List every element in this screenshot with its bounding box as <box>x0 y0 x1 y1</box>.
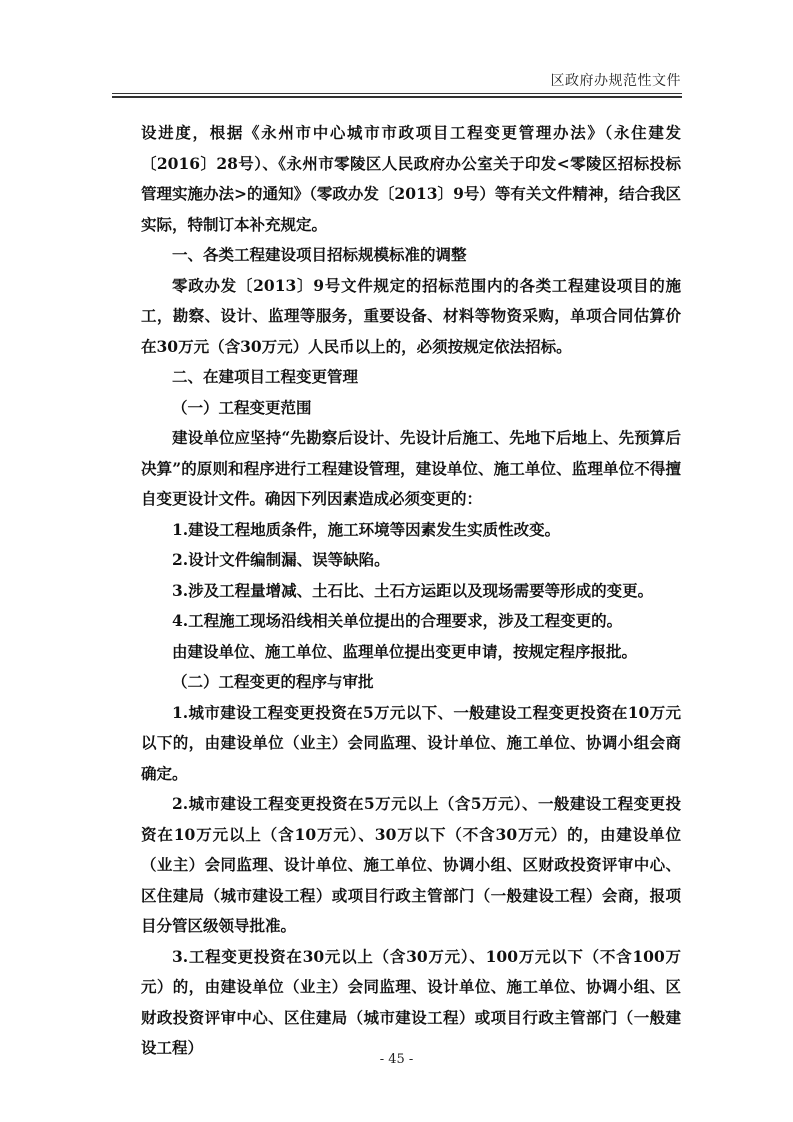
paragraph: 零政办发〔2013〕9号文件规定的招标范围内的各类工程建设项目的施工，勘察、设计、监理等服务，重要设备、材料等物资采购，单项合同估算价在30万元（含30万元）人民币以上的，必须按规定依法招标。 <box>141 275 681 356</box>
paragraph: 建设单位应坚持“先勘察后设计、先设计后施工、先地下后地上、先预算后决算”的原则和程序进行工程建设管理，建设单位、施工单位、监理单位不得擅自变更设计文件。确因下列因素造成必须变更的： <box>141 428 681 508</box>
header-rule-thin <box>112 93 682 94</box>
page-number: - 45 - <box>379 1052 414 1067</box>
document-body <box>141 118 681 1064</box>
list-item: 3.工程变更投资在30元以上（含30万元）、100万元以下（不含100万元）的，由建设单位（业主）会同监理、设计单位、施工单位、协调小组、区财政投资评审中心、区住建局（城市建设工程）或项目行政主管部门（一般建设工程） <box>141 946 681 1057</box>
subsection-heading-1: （一）工程变更范围 <box>172 397 312 417</box>
paragraph: 由建设单位、施工单位、监理单位提出变更申请，按规定程序报批。 <box>172 641 638 661</box>
subsection-heading-2: （二）工程变更的程序与审批 <box>172 672 374 691</box>
list-item: 4.工程施工现场沿线相关单位提出的合理要求，涉及工程变更的。 <box>172 611 623 630</box>
header-rule-thick <box>112 96 682 98</box>
section-heading-1: 一、各类工程建设项目招标规模标准的调整 <box>172 245 467 264</box>
list-item: 1.城市建设工程变更投资在5万元以下、一般建设工程变更投资在10万元以下的，由建设单位（业主）会同监理、设计单位、施工单位、协调小组会商确定。 <box>141 702 681 783</box>
paragraph-continuation: 设进度，根据《永州市中心城市市政项目工程变更管理办法》（永住建发〔2016〕28号）、《永州市零陵区人民政府办公室关于印发<零陵区招标投标管理实施办法>的通知》（零政办发〔2013〕9号）等有关文件精神，结合我区实际，特制订本补充规定。 <box>141 123 681 234</box>
list-item: 2.城市建设工程变更投资在5万元以上（含5万元）、一般建设工程变更投资在10万元以上（含10万元）、30万以下（不含30万元）的，由建设单位（业主）会同监理、设计单位、施工单位、协调小组、区财政投资评审中心、区住建局（城市建设工程）或项目行政主管部门（一般建设工程）会商，报项目分管区级领导批准。 <box>141 794 681 935</box>
section-heading-2: 二、在建项目工程变更管理 <box>172 367 359 386</box>
header-title: 区政府办规范性文件 <box>550 73 681 89</box>
list-item: 3.涉及工程量增减、土石比、土石方运距以及现场需要等形成的变更。 <box>172 580 654 600</box>
list-item: 1.建设工程地质条件，施工环境等因素发生实质性改变。 <box>172 519 561 539</box>
list-item: 2.设计文件编制漏、误等缺陷。 <box>172 550 390 569</box>
